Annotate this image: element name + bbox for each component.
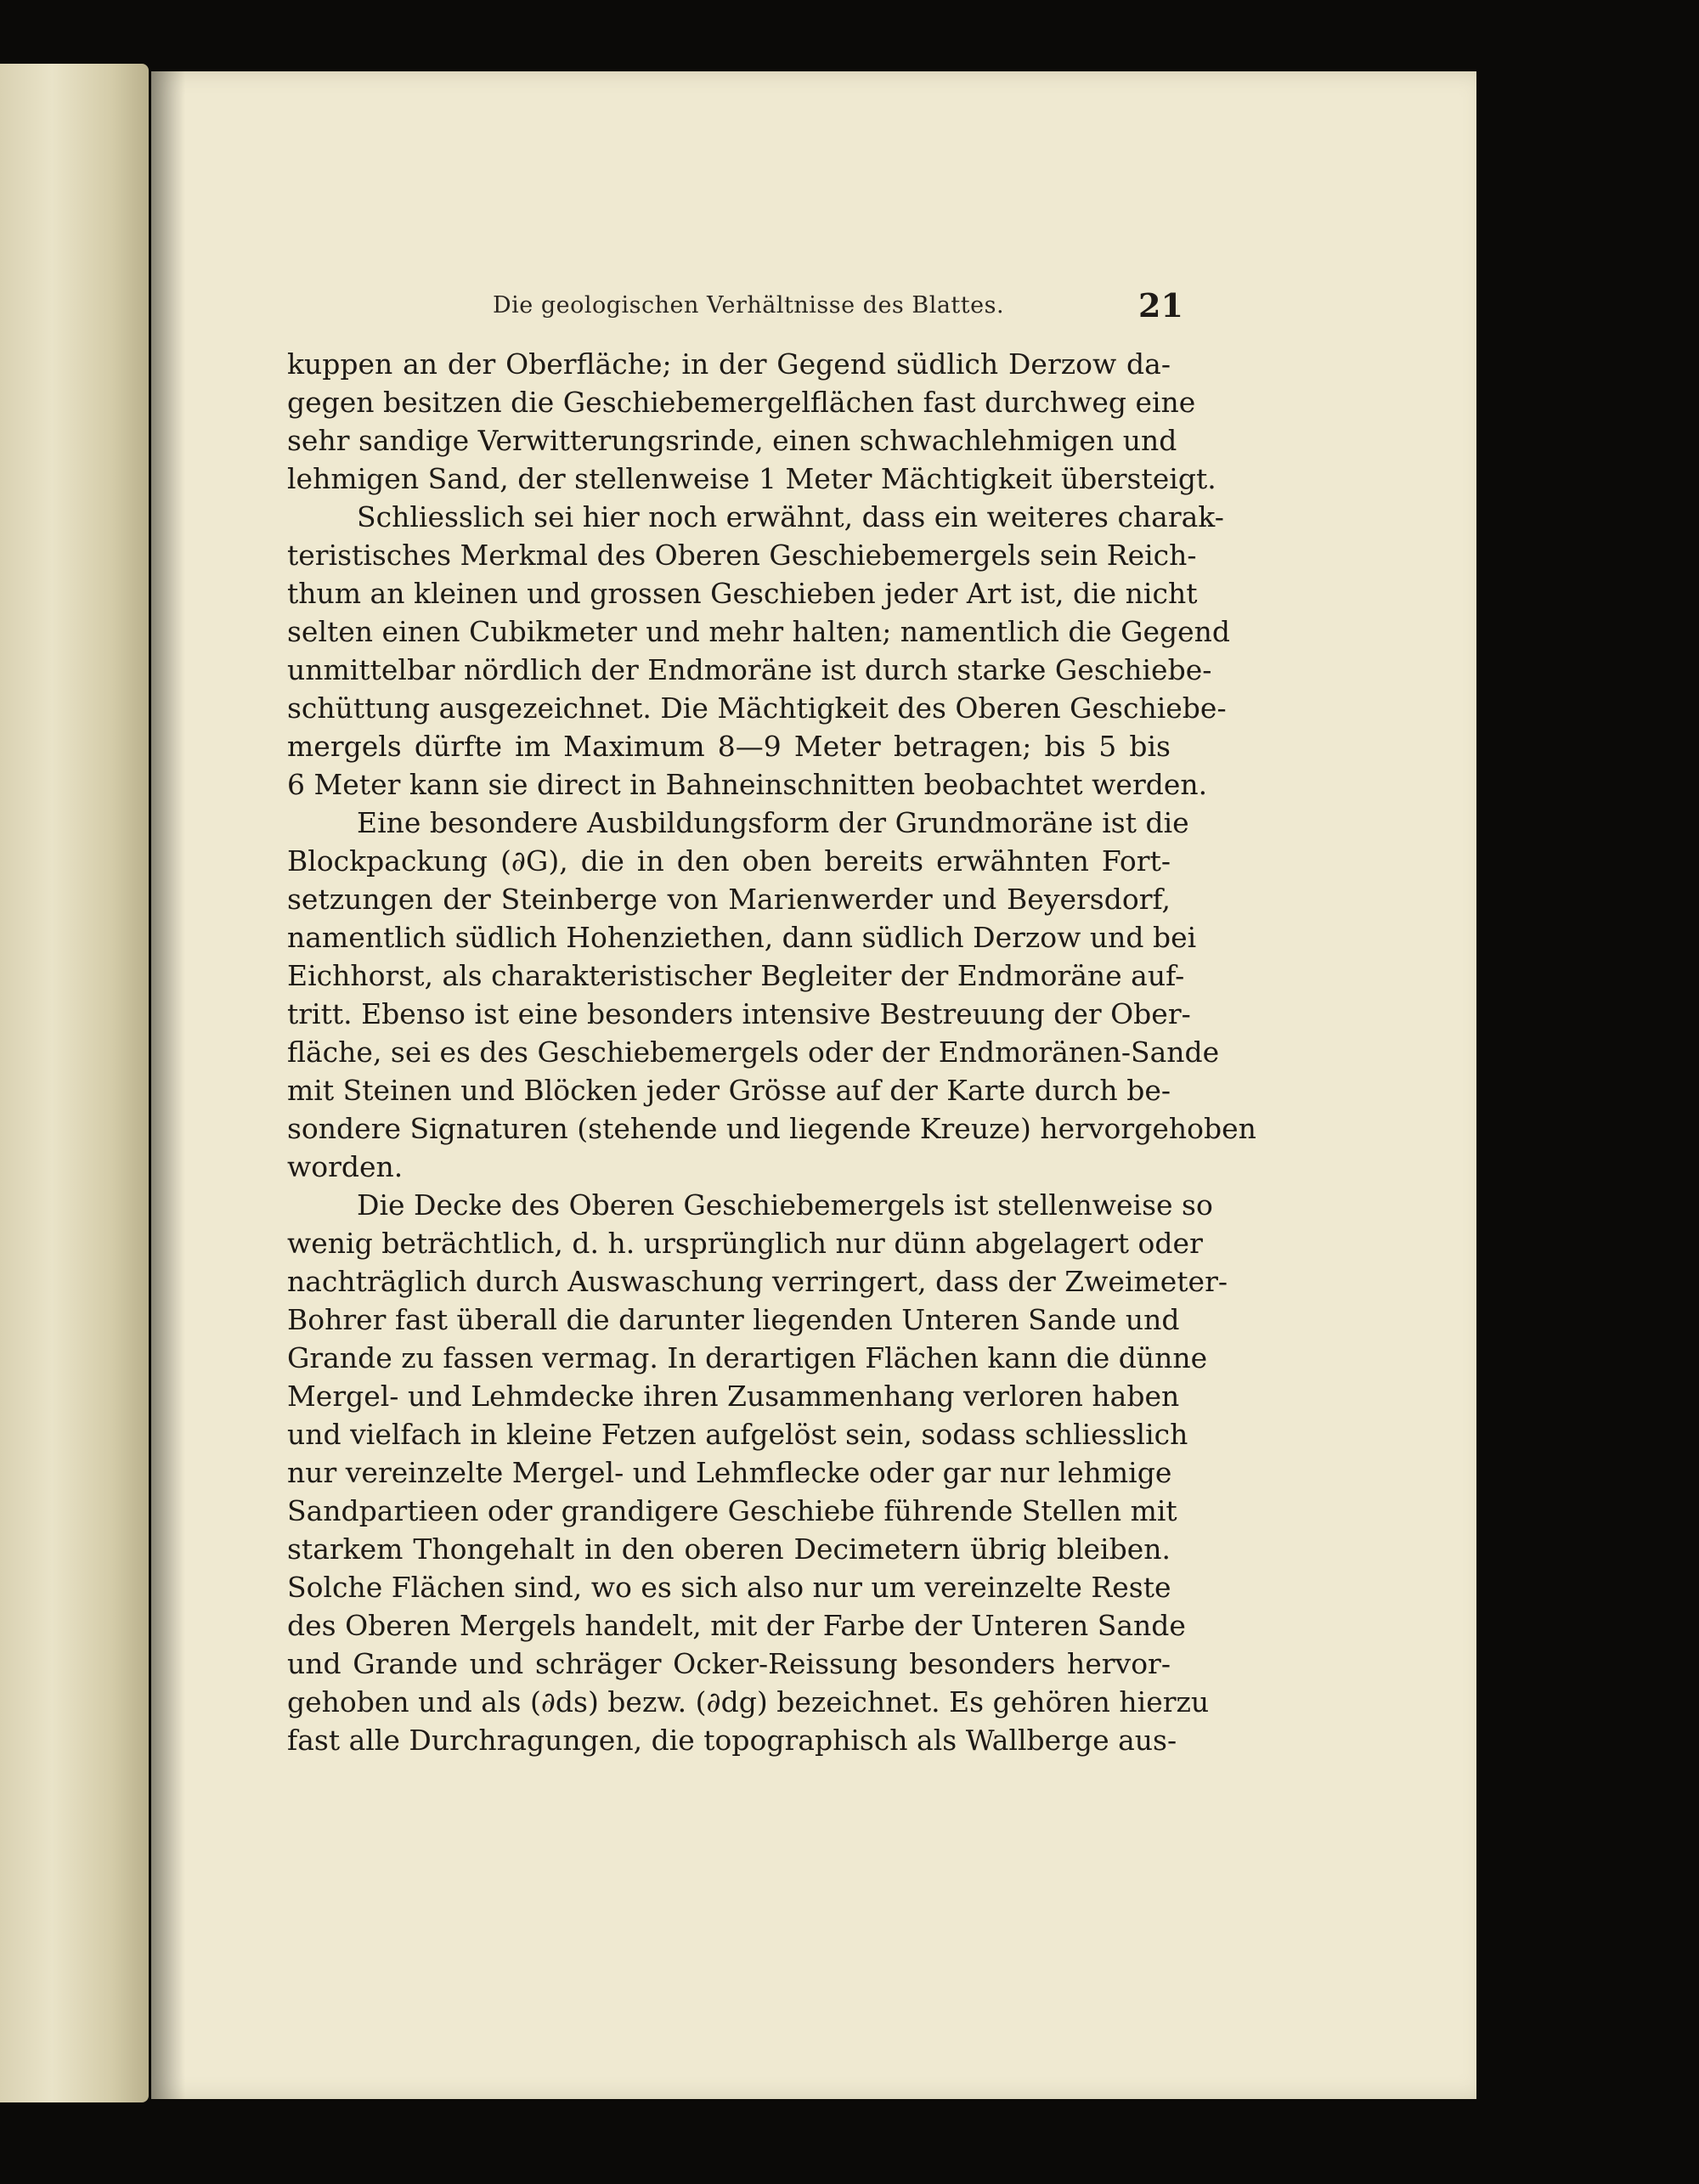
- text-line: kuppen an der Oberfläche; in der Gegend südlich Derzow da-: [287, 347, 1171, 381]
- text-line: des Oberen Mergels handelt, mit der Farbe der Unteren Sande: [287, 1609, 1186, 1642]
- text-line: gehoben und als (∂ds) bezw. (∂dg) bezeichnet. Es gehören hierzu: [287, 1685, 1210, 1718]
- text-line: sondere Signaturen (stehende und liegende Kreuze) hervorgehoben: [287, 1112, 1256, 1145]
- text-line: setzungen der Steinberge von Marienwerder und Beyersdorf,: [287, 883, 1171, 916]
- left-page-edge: [0, 64, 149, 2102]
- text-line: mergels dürfte im Maximum 8—9 Meter betragen; bis 5 bis: [287, 730, 1171, 763]
- text-line: Schliesslich sei hier noch erwähnt, dass ein weiteres charak-: [357, 500, 1224, 533]
- text-line: schüttung ausgezeichnet. Die Mächtigkeit des Oberen Geschiebe-: [287, 691, 1227, 725]
- text-line: Sandpartieen oder grandigere Geschiebe führende Stellen mit: [287, 1494, 1177, 1527]
- text-line: nachträglich durch Auswaschung verringert, dass der Zweimeter-: [287, 1265, 1228, 1298]
- text-line: Eichhorst, als charakteristischer Begleiter der Endmoräne auf-: [287, 959, 1185, 992]
- text-line: Eine besondere Ausbildungsform der Grundmoräne ist die: [357, 806, 1189, 839]
- text-line: Bohrer fast überall die darunter liegenden Unteren Sande und: [287, 1303, 1180, 1336]
- text-line: teristisches Merkmal des Oberen Geschiebemergels sein Reich-: [287, 539, 1197, 572]
- text-line: Grande zu fassen vermag. In derartigen Flächen kann die dünne: [287, 1341, 1208, 1374]
- text-line: selten einen Cubikmeter und mehr halten; namentlich die Gegend: [287, 615, 1231, 648]
- running-head: Die geologischen Verhältnisse des Blattes.: [493, 292, 1005, 319]
- text-line: namentlich südlich Hohenziethen, dann südlich Derzow und bei: [287, 921, 1197, 954]
- text-line: fläche, sei es des Geschiebemergels oder der Endmoränen-Sande: [287, 1036, 1220, 1069]
- text-line: und Grande und schräger Ocker-Reissung besonders hervor-: [287, 1647, 1171, 1680]
- text-line: und vielfach in kleine Fetzen aufgelöst sein, sodass schliesslich: [287, 1418, 1188, 1451]
- text-line: sehr sandige Verwitterungsrinde, einen schwachlehmigen und: [287, 424, 1177, 457]
- page-number: 21: [1138, 286, 1183, 324]
- text-line: 6 Meter kann sie direct in Bahneinschnitten beobachtet werden.: [287, 768, 1208, 801]
- text-line: mit Steinen und Blöcken jeder Grösse auf der Karte durch be-: [287, 1074, 1171, 1107]
- body-text: [287, 345, 1256, 1759]
- text-line: Blockpackung (∂G), die in den oben bereits erwähnten Fort-: [287, 844, 1171, 878]
- text-line: tritt. Ebenso ist eine besonders intensive Bestreuung der Ober-: [287, 997, 1191, 1030]
- gutter-shadow: [151, 71, 185, 2099]
- text-line: thum an kleinen und grossen Geschieben jeder Art ist, die nicht: [287, 577, 1198, 610]
- text-line: worden.: [287, 1150, 404, 1183]
- text-line: wenig beträchtlich, d. h. ursprünglich nur dünn abgelagert oder: [287, 1227, 1203, 1260]
- text-line: Die Decke des Oberen Geschiebemergels ist stellenweise so: [357, 1188, 1213, 1222]
- text-line: fast alle Durchragungen, die topographisch als Wallberge aus-: [287, 1724, 1177, 1757]
- text-line: lehmigen Sand, der stellenweise 1 Meter Mächtigkeit übersteigt.: [287, 462, 1216, 495]
- text-line: unmittelbar nördlich der Endmoräne ist durch starke Geschiebe-: [287, 653, 1212, 686]
- text-line: starkem Thongehalt in den oberen Decimetern übrig bleiben.: [287, 1532, 1171, 1566]
- text-line: nur vereinzelte Mergel- und Lehmflecke oder gar nur lehmige: [287, 1456, 1172, 1489]
- text-line: Solche Flächen sind, wo es sich also nur um vereinzelte Reste: [287, 1571, 1171, 1604]
- text-line: gegen besitzen die Geschiebemergelflächen fast durchweg eine: [287, 386, 1196, 419]
- text-line: Mergel- und Lehmdecke ihren Zusammenhang verloren haben: [287, 1380, 1180, 1413]
